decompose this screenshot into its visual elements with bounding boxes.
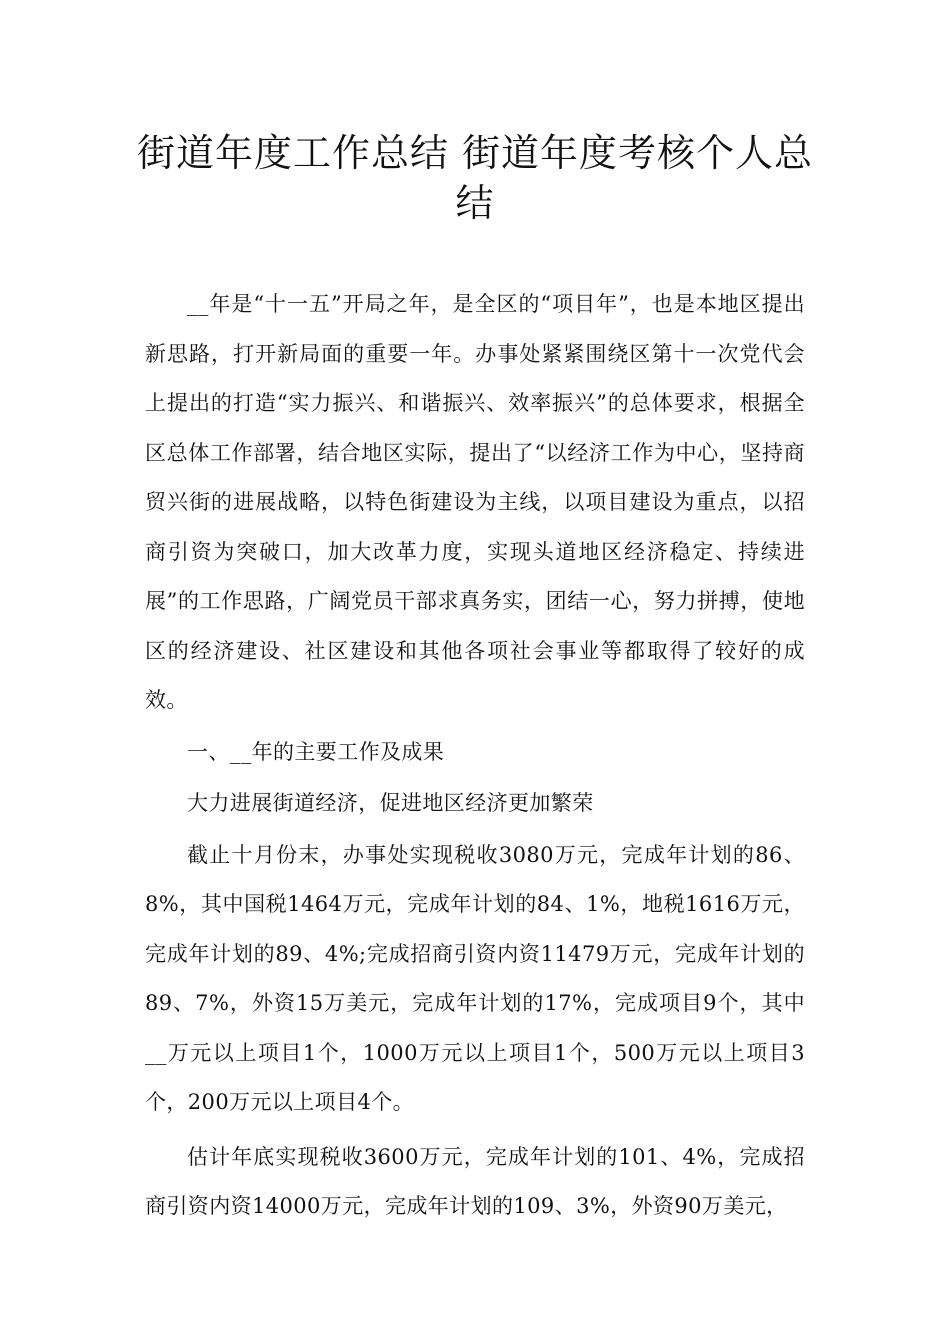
intro-paragraph: __年是“十一五”开局之年，是全区的“项目年”，也是本地区提出新思路，打开新局面的重要一年。办事处紧紧围绕区第十一次党代会上提出的打造“实力振兴、和谐振兴、效率振兴”的总体要求，根据全区总体工作部署，结合地区实际，提出了“以经济工作为中心，坚持商贸兴街的进展战略，以特色街建设为主线，以项目建设为重点，以招商引资为突破口，加大改革力度，实现头道地区经济稳定、持续进展”的工作思路，广阔党员干部求真务实，团结一心，努力拼搏，使地区的经济建设、社区建设和其他各项社会事业等都取得了较好的成效。 [145,292,805,712]
tax-investment-paragraph: 截止十月份末，办事处实现税收3080万元，完成年计划的86、8%，其中国税1464万元，完成年计划的84、1%，地税1616万元，完成年计划的89、4%;完成招商引资内资11479万元，完成年计划的89、7%，外资15万美元，完成年计划的17%，完成项目9个，其中__万元以上项目1个，1000万元以上项目1个，500万元以上项目3个，200万元以上项目4个。 [145,842,805,1114]
document-body [145,280,805,1232]
section-heading: 一、__年的主要工作及成果 [187,739,445,764]
document-title: 街道年度工作总结 街道年度考核个人总结 [136,131,814,225]
year-end-estimate-paragraph: 估计年底实现税收3600万元，完成年计划的101、4%，完成招商引资内资14000万元，完成年计划的109、3%，外资90万美元， [145,1144,805,1218]
subsection-heading: 大力进展街道经济，促进地区经济更加繁荣 [187,791,594,815]
